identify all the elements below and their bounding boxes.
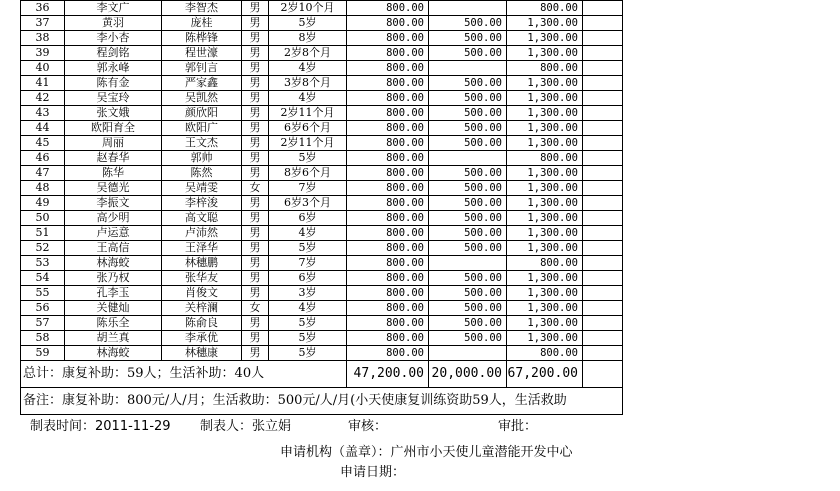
gender: 男 bbox=[242, 121, 269, 136]
extra-cell bbox=[583, 211, 623, 226]
row-number: 54 bbox=[21, 271, 65, 286]
summary-label: 总计：康复补助：59人；生活补助：40人 bbox=[21, 361, 347, 388]
row-total: 1,300.00 bbox=[507, 106, 583, 121]
row-number: 53 bbox=[21, 256, 65, 271]
gender: 男 bbox=[242, 76, 269, 91]
rehab-subsidy: 800.00 bbox=[347, 31, 429, 46]
table-row bbox=[21, 226, 623, 241]
table-row bbox=[21, 16, 623, 31]
extra-cell bbox=[583, 136, 623, 151]
gender: 男 bbox=[242, 61, 269, 76]
row-total: 1,300.00 bbox=[507, 46, 583, 61]
rehab-subsidy: 800.00 bbox=[347, 346, 429, 361]
child-name: 陈然 bbox=[162, 166, 242, 181]
row-number: 59 bbox=[21, 346, 65, 361]
child-name: 吴凯然 bbox=[162, 91, 242, 106]
gender: 男 bbox=[242, 151, 269, 166]
note-text: 备注：康复补助：800元/人/月；生活救助：500元/人/月(小天使康复训练资助59人，生活救助 bbox=[21, 388, 623, 415]
rehab-subsidy: 800.00 bbox=[347, 286, 429, 301]
extra-cell bbox=[583, 106, 623, 121]
living-subsidy: 500.00 bbox=[429, 91, 507, 106]
table-row bbox=[21, 256, 623, 271]
living-subsidy: 500.00 bbox=[429, 46, 507, 61]
table-row bbox=[21, 76, 623, 91]
gender: 男 bbox=[242, 346, 269, 361]
row-number: 51 bbox=[21, 226, 65, 241]
gender: 男 bbox=[242, 271, 269, 286]
extra-cell bbox=[583, 301, 623, 316]
child-name: 关梓澜 bbox=[162, 301, 242, 316]
extra-cell bbox=[583, 151, 623, 166]
extra-cell bbox=[583, 91, 623, 106]
living-subsidy: 500.00 bbox=[429, 331, 507, 346]
child-name: 李智杰 bbox=[162, 1, 242, 16]
table-row bbox=[21, 316, 623, 331]
gender: 男 bbox=[242, 106, 269, 121]
apply-date: 申请日期： bbox=[340, 465, 406, 480]
age: 6岁3个月 bbox=[269, 196, 347, 211]
table-row bbox=[21, 166, 623, 181]
living-subsidy: 500.00 bbox=[429, 31, 507, 46]
age: 7岁 bbox=[269, 256, 347, 271]
table-row bbox=[21, 136, 623, 151]
rehab-subsidy: 800.00 bbox=[347, 106, 429, 121]
child-name: 卢沛然 bbox=[162, 226, 242, 241]
row-number: 55 bbox=[21, 286, 65, 301]
row-number: 45 bbox=[21, 136, 65, 151]
row-number: 43 bbox=[21, 106, 65, 121]
guardian-name: 王高信 bbox=[65, 241, 162, 256]
row-total: 1,300.00 bbox=[507, 166, 583, 181]
age: 5岁 bbox=[269, 16, 347, 31]
age: 3岁 bbox=[269, 286, 347, 301]
table-row bbox=[21, 106, 623, 121]
row-total: 1,300.00 bbox=[507, 226, 583, 241]
row-total: 1,300.00 bbox=[507, 286, 583, 301]
age: 5岁 bbox=[269, 346, 347, 361]
rehab-subsidy: 800.00 bbox=[347, 46, 429, 61]
row-total: 1,300.00 bbox=[507, 211, 583, 226]
extra-cell bbox=[583, 226, 623, 241]
age: 2岁8个月 bbox=[269, 46, 347, 61]
child-name: 欧阳广 bbox=[162, 121, 242, 136]
rehab-subsidy: 800.00 bbox=[347, 256, 429, 271]
extra-cell bbox=[583, 46, 623, 61]
living-subsidy bbox=[429, 1, 507, 16]
guardian-name: 程剑铭 bbox=[65, 46, 162, 61]
age: 5岁 bbox=[269, 331, 347, 346]
living-subsidy: 500.00 bbox=[429, 286, 507, 301]
rehab-subsidy: 800.00 bbox=[347, 196, 429, 211]
row-total: 1,300.00 bbox=[507, 241, 583, 256]
guardian-name: 李小杏 bbox=[65, 31, 162, 46]
row-number: 39 bbox=[21, 46, 65, 61]
row-total: 1,300.00 bbox=[507, 316, 583, 331]
empty-cell bbox=[583, 361, 623, 388]
rehab-subsidy: 800.00 bbox=[347, 181, 429, 196]
subsidy-table bbox=[20, 0, 623, 415]
rehab-subsidy: 800.00 bbox=[347, 61, 429, 76]
guardian-name: 周丽 bbox=[65, 136, 162, 151]
summary-row bbox=[21, 361, 623, 388]
child-name: 高文聪 bbox=[162, 211, 242, 226]
gender: 男 bbox=[242, 211, 269, 226]
age: 6岁6个月 bbox=[269, 121, 347, 136]
row-number: 47 bbox=[21, 166, 65, 181]
row-total: 1,300.00 bbox=[507, 76, 583, 91]
extra-cell bbox=[583, 256, 623, 271]
row-number: 49 bbox=[21, 196, 65, 211]
rehab-subsidy: 800.00 bbox=[347, 301, 429, 316]
row-number: 42 bbox=[21, 91, 65, 106]
row-total: 800.00 bbox=[507, 256, 583, 271]
made-time: 制表时间：2011-11-29 bbox=[30, 419, 171, 434]
row-number: 46 bbox=[21, 151, 65, 166]
child-name: 肖俊文 bbox=[162, 286, 242, 301]
guardian-name: 林海蛟 bbox=[65, 346, 162, 361]
guardian-name: 吴宝玲 bbox=[65, 91, 162, 106]
row-number: 52 bbox=[21, 241, 65, 256]
row-number: 48 bbox=[21, 181, 65, 196]
row-total: 1,300.00 bbox=[507, 301, 583, 316]
row-number: 41 bbox=[21, 76, 65, 91]
living-subsidy: 500.00 bbox=[429, 121, 507, 136]
child-name: 林穗鹏 bbox=[162, 256, 242, 271]
guardian-name: 陈有金 bbox=[65, 76, 162, 91]
rehab-subsidy: 800.00 bbox=[347, 226, 429, 241]
row-total: 800.00 bbox=[507, 151, 583, 166]
child-name: 吴靖雯 bbox=[162, 181, 242, 196]
guardian-name: 关健灿 bbox=[65, 301, 162, 316]
child-name: 庞桂 bbox=[162, 16, 242, 31]
rehab-subsidy: 800.00 bbox=[347, 271, 429, 286]
table-row bbox=[21, 331, 623, 346]
age: 4岁 bbox=[269, 226, 347, 241]
extra-cell bbox=[583, 121, 623, 136]
guardian-name: 陈乐全 bbox=[65, 316, 162, 331]
row-total: 1,300.00 bbox=[507, 271, 583, 286]
age: 4岁 bbox=[269, 61, 347, 76]
child-name: 张华友 bbox=[162, 271, 242, 286]
note-row bbox=[21, 388, 623, 415]
table-row bbox=[21, 346, 623, 361]
guardian-name: 卢运意 bbox=[65, 226, 162, 241]
age: 5岁 bbox=[269, 151, 347, 166]
row-total: 1,300.00 bbox=[507, 121, 583, 136]
extra-cell bbox=[583, 241, 623, 256]
rehab-subsidy: 800.00 bbox=[347, 136, 429, 151]
row-number: 58 bbox=[21, 331, 65, 346]
guardian-name: 高少明 bbox=[65, 211, 162, 226]
child-name: 李承优 bbox=[162, 331, 242, 346]
table-row bbox=[21, 181, 623, 196]
gender: 男 bbox=[242, 46, 269, 61]
extra-cell bbox=[583, 346, 623, 361]
age: 6岁 bbox=[269, 271, 347, 286]
row-total: 1,300.00 bbox=[507, 331, 583, 346]
guardian-name: 张乃权 bbox=[65, 271, 162, 286]
age: 2岁11个月 bbox=[269, 106, 347, 121]
row-total: 1,300.00 bbox=[507, 31, 583, 46]
extra-cell bbox=[583, 286, 623, 301]
living-subsidy: 500.00 bbox=[429, 241, 507, 256]
guardian-name: 胡兰真 bbox=[65, 331, 162, 346]
approve-label: 审批： bbox=[498, 419, 538, 434]
row-total: 1,300.00 bbox=[507, 16, 583, 31]
gender: 女 bbox=[242, 301, 269, 316]
extra-cell bbox=[583, 76, 623, 91]
table-row bbox=[21, 151, 623, 166]
table-row bbox=[21, 196, 623, 211]
rehab-subsidy: 800.00 bbox=[347, 316, 429, 331]
table-row bbox=[21, 91, 623, 106]
living-subsidy bbox=[429, 151, 507, 166]
living-subsidy bbox=[429, 61, 507, 76]
rehab-subsidy: 800.00 bbox=[347, 151, 429, 166]
rehab-subsidy: 800.00 bbox=[347, 1, 429, 16]
row-number: 38 bbox=[21, 31, 65, 46]
table-row bbox=[21, 301, 623, 316]
table-row bbox=[21, 211, 623, 226]
living-subsidy: 500.00 bbox=[429, 16, 507, 31]
row-number: 40 bbox=[21, 61, 65, 76]
guardian-name: 欧阳育全 bbox=[65, 121, 162, 136]
age: 2岁11个月 bbox=[269, 136, 347, 151]
child-name: 李梓浚 bbox=[162, 196, 242, 211]
rehab-subsidy: 800.00 bbox=[347, 91, 429, 106]
guardian-name: 郭永峰 bbox=[65, 61, 162, 76]
guardian-name: 李文广 bbox=[65, 1, 162, 16]
rehab-subsidy: 800.00 bbox=[347, 331, 429, 346]
rehab-total: 47,200.00 bbox=[347, 361, 429, 388]
extra-cell bbox=[583, 331, 623, 346]
child-name: 程世濠 bbox=[162, 46, 242, 61]
extra-cell bbox=[583, 181, 623, 196]
age: 6岁 bbox=[269, 211, 347, 226]
table-body bbox=[21, 1, 623, 361]
child-name: 郭帅 bbox=[162, 151, 242, 166]
gender: 男 bbox=[242, 1, 269, 16]
child-name: 陈桦锋 bbox=[162, 31, 242, 46]
child-name: 林穗康 bbox=[162, 346, 242, 361]
table-row bbox=[21, 271, 623, 286]
living-subsidy: 500.00 bbox=[429, 211, 507, 226]
table-row bbox=[21, 286, 623, 301]
living-subsidy bbox=[429, 346, 507, 361]
extra-cell bbox=[583, 316, 623, 331]
table-row bbox=[21, 1, 623, 16]
row-number: 44 bbox=[21, 121, 65, 136]
row-number: 50 bbox=[21, 211, 65, 226]
gender: 男 bbox=[242, 31, 269, 46]
living-subsidy: 500.00 bbox=[429, 136, 507, 151]
guardian-name: 陈华 bbox=[65, 166, 162, 181]
guardian-name: 吴德光 bbox=[65, 181, 162, 196]
made-by: 制表人：张立娟 bbox=[200, 419, 292, 434]
guardian-name: 李振文 bbox=[65, 196, 162, 211]
child-name: 王泽华 bbox=[162, 241, 242, 256]
rehab-subsidy: 800.00 bbox=[347, 211, 429, 226]
age: 5岁 bbox=[269, 316, 347, 331]
row-total: 1,300.00 bbox=[507, 181, 583, 196]
gender: 男 bbox=[242, 316, 269, 331]
child-name: 陈俞良 bbox=[162, 316, 242, 331]
age: 5岁 bbox=[269, 241, 347, 256]
gender: 男 bbox=[242, 256, 269, 271]
living-subsidy: 500.00 bbox=[429, 76, 507, 91]
extra-cell bbox=[583, 166, 623, 181]
table-row bbox=[21, 31, 623, 46]
living-subsidy: 500.00 bbox=[429, 166, 507, 181]
living-subsidy: 500.00 bbox=[429, 106, 507, 121]
extra-cell bbox=[583, 271, 623, 286]
grand-total: 67,200.00 bbox=[507, 361, 583, 388]
row-total: 800.00 bbox=[507, 346, 583, 361]
living-subsidy: 500.00 bbox=[429, 226, 507, 241]
guardian-name: 赵春华 bbox=[65, 151, 162, 166]
applicant-org: 申请机构（盖章）：广州市小天使儿童潜能开发中心 bbox=[280, 445, 573, 460]
row-total: 1,300.00 bbox=[507, 91, 583, 106]
rehab-subsidy: 800.00 bbox=[347, 241, 429, 256]
age: 4岁 bbox=[269, 301, 347, 316]
rehab-subsidy: 800.00 bbox=[347, 121, 429, 136]
table-row bbox=[21, 121, 623, 136]
living-subsidy bbox=[429, 256, 507, 271]
row-total: 1,300.00 bbox=[507, 196, 583, 211]
guardian-name: 林海蛟 bbox=[65, 256, 162, 271]
living-subsidy: 500.00 bbox=[429, 196, 507, 211]
table-row bbox=[21, 46, 623, 61]
gender: 男 bbox=[242, 91, 269, 106]
rehab-subsidy: 800.00 bbox=[347, 16, 429, 31]
gender: 男 bbox=[242, 241, 269, 256]
child-name: 郭钊言 bbox=[162, 61, 242, 76]
age: 7岁 bbox=[269, 181, 347, 196]
guardian-name: 张文娥 bbox=[65, 106, 162, 121]
age: 2岁10个月 bbox=[269, 1, 347, 16]
gender: 男 bbox=[242, 136, 269, 151]
guardian-name: 孔李玉 bbox=[65, 286, 162, 301]
living-subsidy: 500.00 bbox=[429, 181, 507, 196]
age: 4岁 bbox=[269, 91, 347, 106]
gender: 男 bbox=[242, 331, 269, 346]
child-name: 王文杰 bbox=[162, 136, 242, 151]
rehab-subsidy: 800.00 bbox=[347, 166, 429, 181]
row-number: 37 bbox=[21, 16, 65, 31]
gender: 男 bbox=[242, 196, 269, 211]
extra-cell bbox=[583, 61, 623, 76]
gender: 男 bbox=[242, 166, 269, 181]
row-total: 1,300.00 bbox=[507, 136, 583, 151]
extra-cell bbox=[583, 16, 623, 31]
rehab-subsidy: 800.00 bbox=[347, 76, 429, 91]
child-name: 颜欣阳 bbox=[162, 106, 242, 121]
living-subsidy: 500.00 bbox=[429, 301, 507, 316]
living-subsidy: 500.00 bbox=[429, 271, 507, 286]
extra-cell bbox=[583, 196, 623, 211]
age: 8岁6个月 bbox=[269, 166, 347, 181]
gender: 女 bbox=[242, 181, 269, 196]
row-number: 36 bbox=[21, 1, 65, 16]
gender: 男 bbox=[242, 226, 269, 241]
row-number: 56 bbox=[21, 301, 65, 316]
gender: 男 bbox=[242, 16, 269, 31]
gender: 男 bbox=[242, 286, 269, 301]
table-row bbox=[21, 61, 623, 76]
extra-cell bbox=[583, 1, 623, 16]
row-number: 57 bbox=[21, 316, 65, 331]
table-row bbox=[21, 241, 623, 256]
child-name: 严家鑫 bbox=[162, 76, 242, 91]
age: 3岁8个月 bbox=[269, 76, 347, 91]
review-label: 审核： bbox=[348, 419, 388, 434]
living-subsidy: 500.00 bbox=[429, 316, 507, 331]
age: 8岁 bbox=[269, 31, 347, 46]
extra-cell bbox=[583, 31, 623, 46]
row-total: 800.00 bbox=[507, 1, 583, 16]
guardian-name: 黄羽 bbox=[65, 16, 162, 31]
row-total: 800.00 bbox=[507, 61, 583, 76]
living-total: 20,000.00 bbox=[429, 361, 507, 388]
